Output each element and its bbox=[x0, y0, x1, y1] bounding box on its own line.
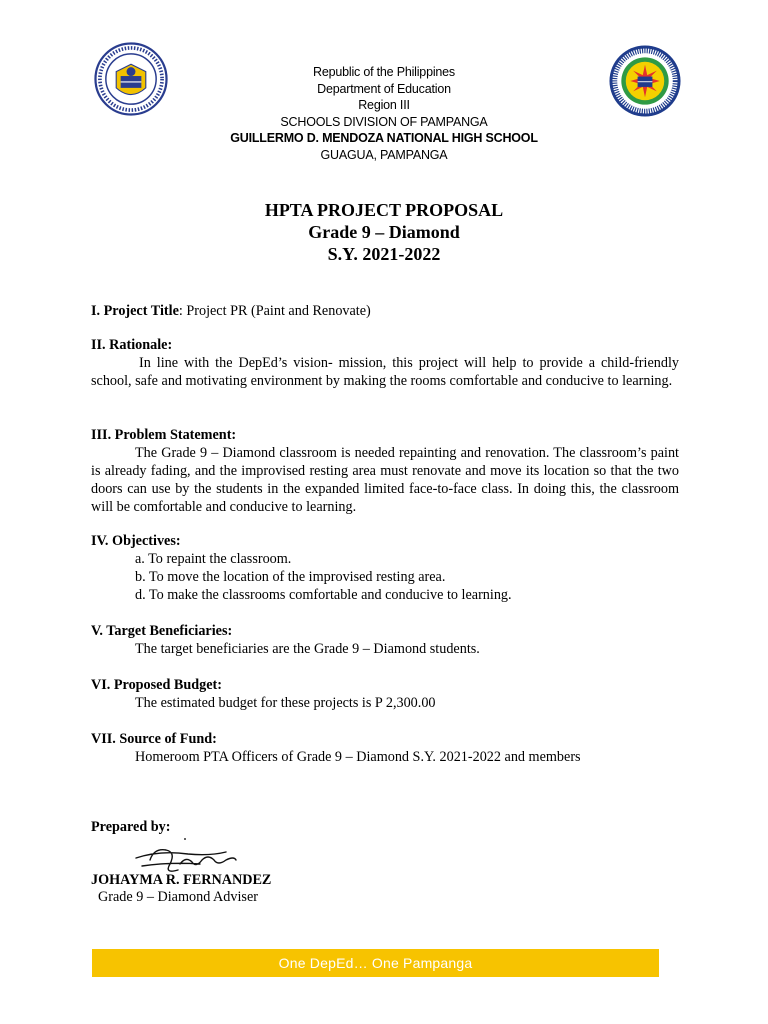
footer-slogan: One DepEd… One Pampanga bbox=[278, 955, 473, 971]
header-school-name: GUILLERMO D. MENDOZA NATIONAL HIGH SCHOOL bbox=[230, 131, 538, 146]
title-school-year: S.Y. 2021-2022 bbox=[327, 244, 441, 264]
header-country: Republic of the Philippines bbox=[313, 65, 455, 79]
title-section: Grade 9 – Diamond bbox=[308, 222, 460, 242]
problem-label: III. Problem Statement: bbox=[91, 427, 237, 443]
deped-seal-logo bbox=[94, 42, 168, 116]
adviser-name: JOHAYMA R. FERNANDEZ bbox=[91, 872, 272, 888]
rationale-text: In line with the DepEd’s vision- mission, this project will help to provide a child-friendly school, safe and motivating environment by making the rooms comfortable and conducive to learning. bbox=[91, 355, 679, 389]
rationale-label: II. Rationale: bbox=[91, 337, 173, 353]
objective-item: a. To repaint the classroom. bbox=[135, 551, 292, 567]
beneficiaries-text: The target beneficiaries are the Grade 9 – Diamond students. bbox=[135, 641, 480, 657]
section-problem-statement bbox=[91, 426, 679, 516]
header-division: SCHOOLS DIVISION OF PAMPANGA bbox=[280, 114, 488, 129]
header-location: GUAGUA, PAMPANGA bbox=[320, 147, 448, 162]
school-seal-logo bbox=[608, 44, 682, 118]
section-budget bbox=[91, 676, 679, 712]
problem-text: The Grade 9 – Diamond classroom is needed repainting and renovation. The classroom’s paint is already fading, and the improvised resting area must renovate and move its location so that the two doors can use by the students in the expanded limited face-to-face class. In doing this, the classroom will be comfortable and conducive to learning. bbox=[91, 445, 679, 515]
section-rationale bbox=[91, 336, 679, 390]
adviser-role: Grade 9 – Diamond Adviser bbox=[98, 889, 258, 905]
footer-banner bbox=[92, 949, 659, 977]
project-title-value: : Project PR (Paint and Renovate) bbox=[178, 303, 371, 319]
budget-text: The estimated budget for these projects is P 2,300.00 bbox=[135, 695, 436, 711]
stray-dot bbox=[184, 838, 186, 840]
section-source-of-fund bbox=[91, 730, 679, 766]
section-beneficiaries bbox=[91, 622, 679, 658]
title-main: HPTA PROJECT PROPOSAL bbox=[264, 200, 504, 220]
objective-item: d. To make the classrooms comfortable and conducive to learning. bbox=[135, 587, 512, 603]
section-project-title bbox=[91, 302, 679, 320]
project-title-label: I. Project Title bbox=[91, 303, 179, 319]
fund-text: Homeroom PTA Officers of Grade 9 – Diamond S.Y. 2021-2022 and members bbox=[135, 749, 581, 765]
objective-item: b. To move the location of the improvised resting area. bbox=[135, 569, 446, 585]
header-department: Department of Education bbox=[317, 81, 451, 96]
objectives-label: IV. Objectives: bbox=[91, 533, 181, 549]
prepared-by-label: Prepared by: bbox=[91, 819, 171, 835]
prepared-by-block bbox=[91, 818, 391, 836]
proposal-title bbox=[0, 199, 768, 265]
fund-label: VII. Source of Fund: bbox=[91, 731, 217, 747]
letterhead bbox=[180, 64, 588, 164]
beneficiaries-label: V. Target Beneficiaries: bbox=[91, 623, 233, 639]
header-region: Region III bbox=[358, 98, 410, 113]
budget-label: VI. Proposed Budget: bbox=[91, 677, 222, 693]
section-objectives bbox=[91, 532, 679, 604]
